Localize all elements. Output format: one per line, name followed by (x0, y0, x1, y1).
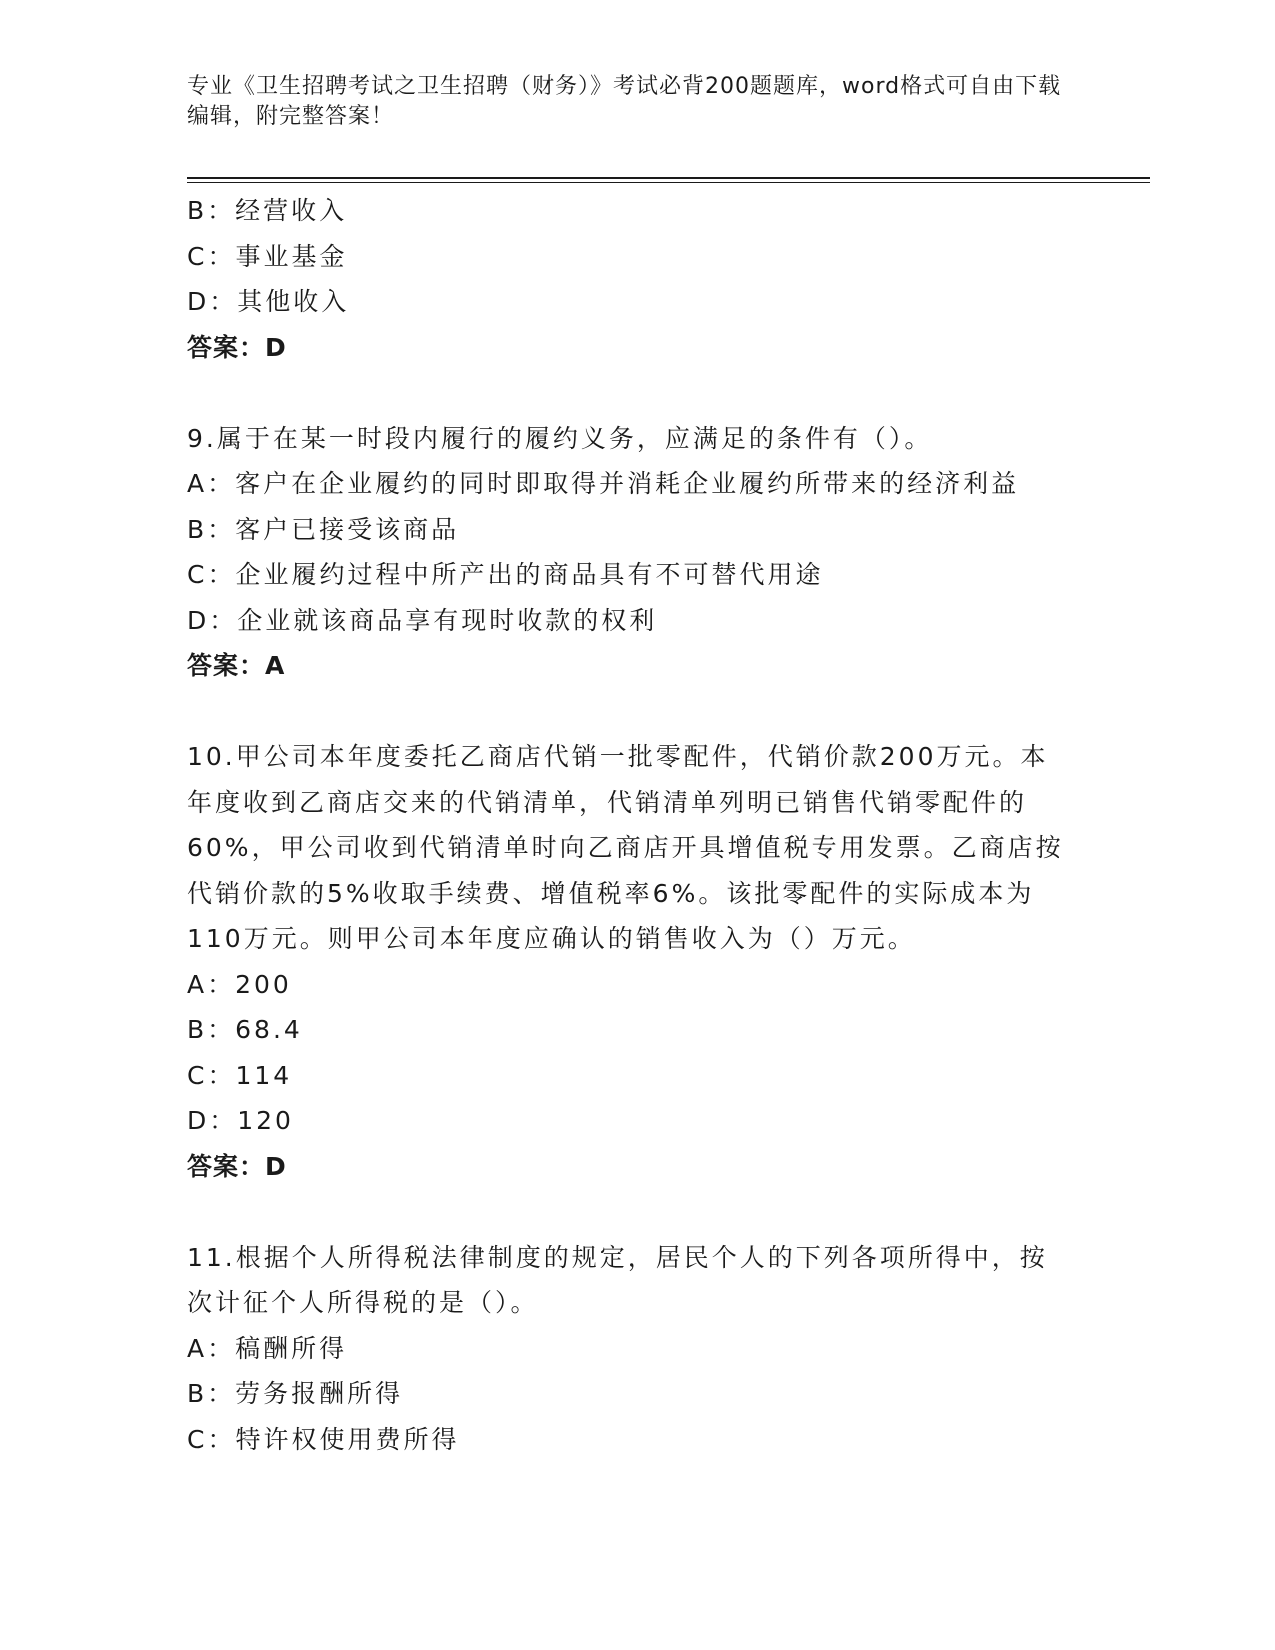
question-stem-line: 11.根据个人所得税法律制度的规定，居民个人的下列各项所得中，按 (187, 1242, 1048, 1272)
question-stem-line: 年度收到乙商店交来的代销清单，代销清单列明已销售代销零配件的 (187, 787, 1028, 817)
answer: 答案：A (187, 651, 286, 680)
question-stem-line: 10.甲公司本年度委托乙商店代销一批零配件，代销价款200万元。本 (187, 742, 1049, 771)
header-divider-thick (187, 177, 1150, 179)
answer: 答案：D (187, 332, 287, 362)
question-stem-line: 次计征个人所得税的是（）。 (187, 1288, 539, 1317)
option-a: A：200 (187, 969, 292, 999)
question-stem-line: 60%，甲公司收到代销清单时向乙商店开具增值税专用发票。乙商店按 (187, 833, 1064, 862)
option-c: C：企业履约过程中所产出的商品具有不可替代用途 (187, 560, 824, 589)
question-content (187, 188, 1067, 1462)
question-8 (187, 188, 1067, 370)
option-d: D：120 (187, 1106, 294, 1135)
option-a: A：客户在企业履约的同时即取得并消耗企业履约所带来的经济利益 (187, 469, 1020, 498)
option-d: D：其他收入 (187, 287, 350, 316)
option-b: B：68.4 (187, 1015, 303, 1044)
question-stem-line: 110万元。则甲公司本年度应确认的销售收入为（）万元。 (187, 924, 916, 953)
option-b: B：经营收入 (187, 196, 348, 225)
question-11 (187, 1235, 1067, 1463)
option-b: B：劳务报酬所得 (187, 1379, 404, 1408)
question-9 (187, 416, 1067, 689)
option-a: A：稿酬所得 (187, 1333, 348, 1363)
document-header: 专业《卫生招聘考试之卫生招聘（财务）》考试必背200题题库，word格式可自由下载编辑，附完整答案！ (187, 74, 1062, 129)
question-stem-line: 代销价款的5%收取手续费、增值税率6%。该批零配件的实际成本为 (187, 878, 1035, 908)
header-divider-thin (187, 182, 1150, 183)
option-d: D：企业就该商品享有现时收款的权利 (187, 605, 658, 635)
option-b: B：客户已接受该商品 (187, 514, 460, 544)
question-stem: 9.属于在某一时段内履行的履约义务，应满足的条件有（）。 (187, 423, 933, 453)
option-c: C：114 (187, 1060, 293, 1090)
question-10 (187, 734, 1067, 1189)
option-c: C：事业基金 (187, 241, 348, 271)
option-c: C：特许权使用费所得 (187, 1424, 460, 1454)
answer: 答案：D (187, 1151, 287, 1181)
